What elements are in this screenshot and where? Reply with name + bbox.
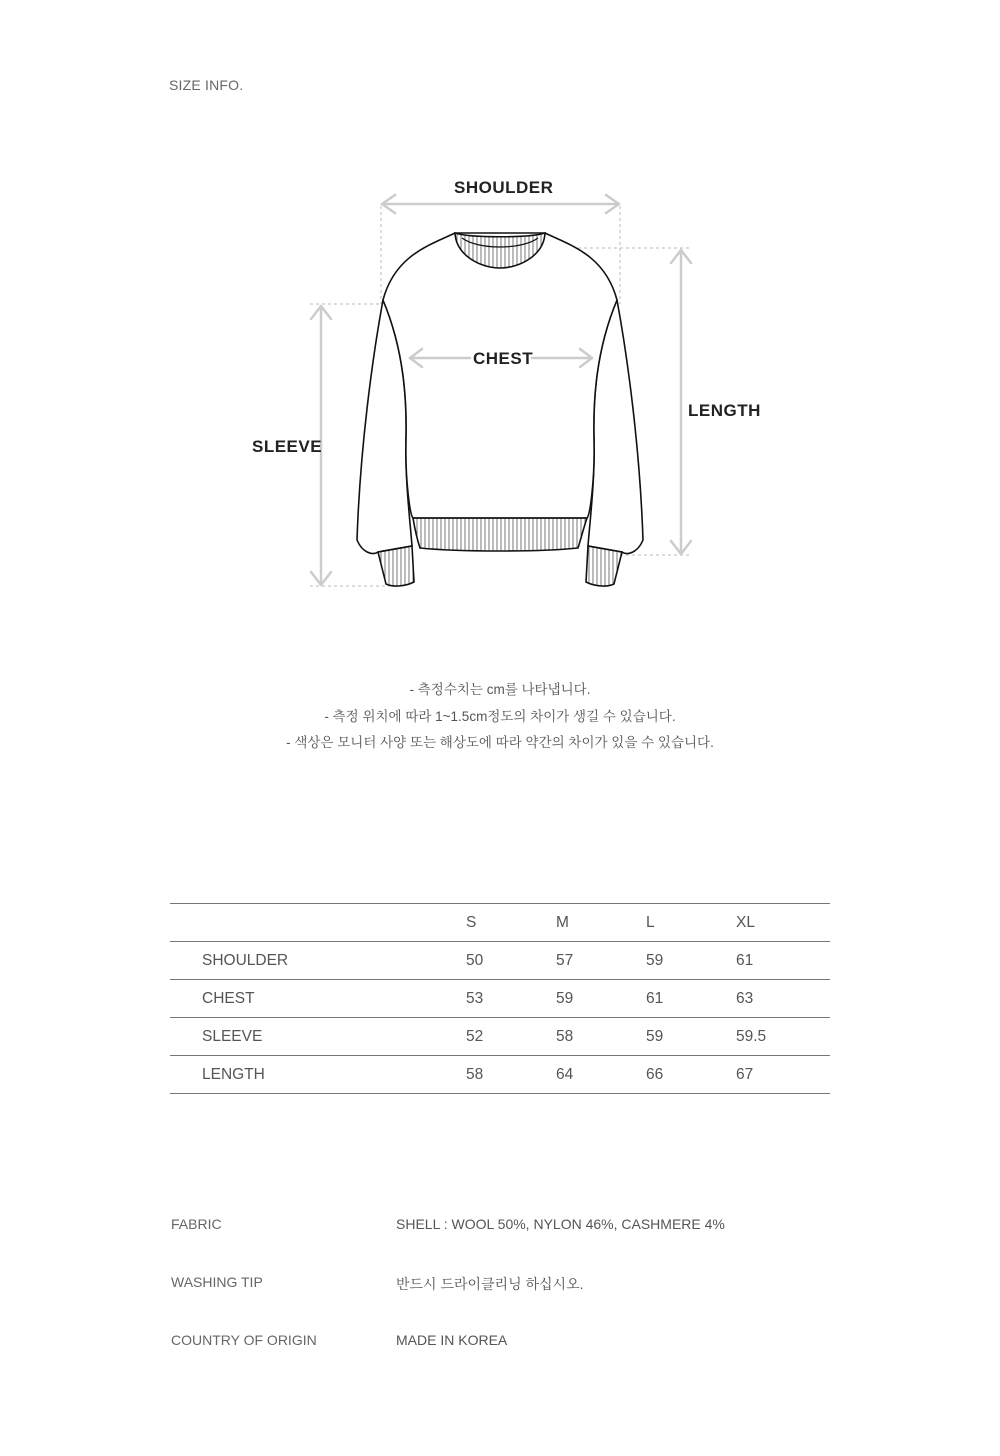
table-cell: 50 bbox=[466, 942, 556, 980]
sweater-outline bbox=[357, 233, 643, 554]
table-cell: 58 bbox=[466, 1056, 556, 1094]
table-cell: 59 bbox=[646, 942, 736, 980]
table-cell: 57 bbox=[556, 942, 646, 980]
row-label: SLEEVE bbox=[170, 1018, 466, 1056]
washing-tip-label: WASHING TIP bbox=[171, 1274, 263, 1290]
table-cell: 58 bbox=[556, 1018, 646, 1056]
origin-label: COUNTRY OF ORIGIN bbox=[171, 1332, 317, 1348]
washing-tip-value: 반드시 드라이클리닝 하십시오. bbox=[396, 1276, 584, 1292]
chest-label: CHEST bbox=[473, 349, 534, 368]
table-cell: 59.5 bbox=[736, 1018, 830, 1056]
header-cell-l: L bbox=[646, 904, 736, 942]
row-label: LENGTH bbox=[170, 1056, 466, 1094]
table-cell: 66 bbox=[646, 1056, 736, 1094]
length-label: LENGTH bbox=[688, 401, 761, 420]
shoulder-label: SHOULDER bbox=[454, 178, 554, 197]
table-cell: 52 bbox=[466, 1018, 556, 1056]
header-cell-measure bbox=[170, 904, 466, 942]
table-cell: 63 bbox=[736, 980, 830, 1018]
table-row bbox=[170, 942, 830, 980]
table-cell: 59 bbox=[556, 980, 646, 1018]
table-cell: 53 bbox=[466, 980, 556, 1018]
section-title: SIZE INFO. bbox=[169, 77, 244, 93]
table-row bbox=[170, 1018, 830, 1056]
table-row bbox=[170, 980, 830, 1018]
right-cuff bbox=[586, 546, 622, 586]
sleeve-label: SLEEVE bbox=[252, 437, 323, 456]
table-cell: 61 bbox=[646, 980, 736, 1018]
note-line: - 측정 위치에 따라 1~1.5cm정도의 차이가 생길 수 있습니다. bbox=[324, 708, 676, 724]
note-line: - 측정수치는 cm를 나타냅니다. bbox=[409, 682, 591, 697]
table-row bbox=[170, 1056, 830, 1094]
note-line: - 색상은 모니터 사양 또는 해상도에 따라 약간의 차이가 있을 수 있습니다. bbox=[286, 735, 714, 750]
table-cell: 59 bbox=[646, 1018, 736, 1056]
table-cell: 67 bbox=[736, 1056, 830, 1094]
fabric-value: SHELL : WOOL 50%, NYLON 46%, CASHMERE 4% bbox=[396, 1216, 725, 1232]
row-label: SHOULDER bbox=[170, 942, 466, 980]
header-cell-xl: XL bbox=[736, 904, 830, 942]
origin-value: MADE IN KOREA bbox=[396, 1332, 508, 1348]
measurement-notes bbox=[0, 680, 1000, 760]
fabric-label: FABRIC bbox=[171, 1216, 222, 1232]
hem-rib bbox=[413, 518, 587, 551]
table-cell: 64 bbox=[556, 1056, 646, 1094]
header-cell-m: M bbox=[556, 904, 646, 942]
left-cuff bbox=[378, 546, 414, 586]
size-header-row bbox=[170, 904, 830, 942]
size-table bbox=[170, 903, 830, 1094]
sweater-size-diagram bbox=[0, 0, 1000, 640]
row-label: CHEST bbox=[170, 980, 466, 1018]
table-cell: 61 bbox=[736, 942, 830, 980]
header-cell-s: S bbox=[466, 904, 556, 942]
